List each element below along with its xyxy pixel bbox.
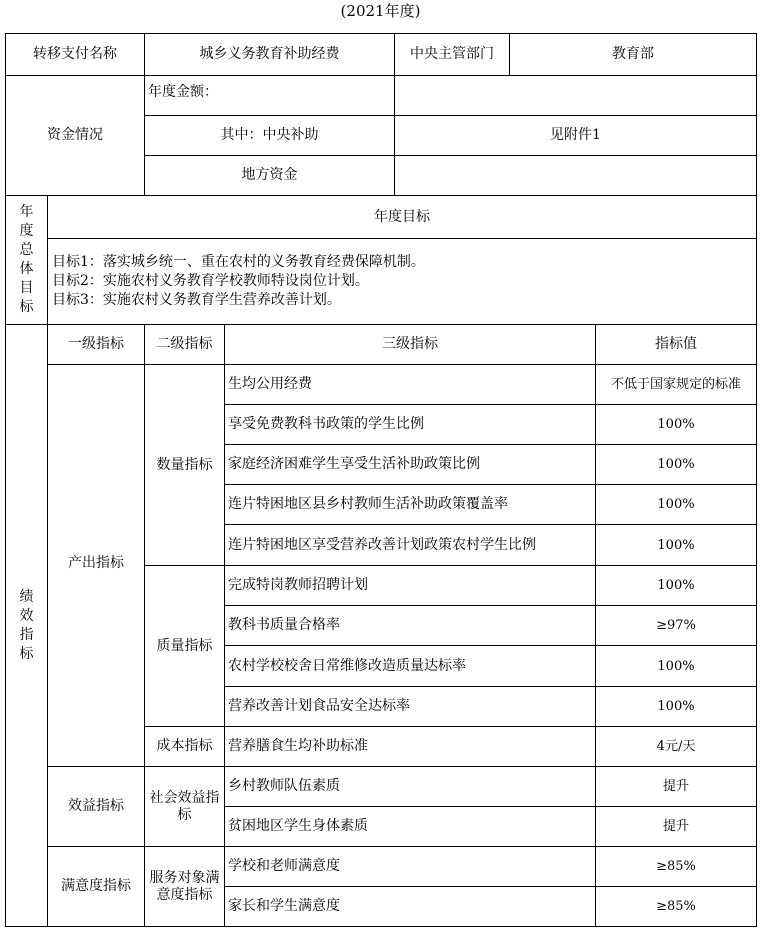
- objectives-side-char: 年: [19, 204, 34, 220]
- objectives-side-char: 目: [19, 280, 34, 296]
- output-indicator-label: 产出指标: [48, 365, 145, 767]
- level2-header: 二级指标: [145, 325, 225, 365]
- program-name-value: 城乡义务教育补助经费: [145, 34, 395, 76]
- department-value: 教育部: [510, 34, 757, 76]
- performance-target-table: [5, 33, 757, 927]
- indicator-value: 100%: [596, 485, 757, 525]
- objectives-side-char: 度: [19, 223, 34, 239]
- performance-side-char: 绩: [19, 588, 34, 605]
- indicator-value: 提升: [596, 767, 757, 807]
- annual-amount-label: 年度金额：: [145, 76, 395, 116]
- objectives-side-char: 标: [19, 299, 34, 315]
- social-benefit-label: 社会效益指标: [145, 767, 225, 847]
- central-subsidy-value: 见附件1: [395, 116, 757, 156]
- funds-section-label: 资金情况: [6, 76, 145, 196]
- indicator-name: 完成特岗教师招聘计划: [225, 566, 596, 606]
- satisfaction-indicator-label: 满意度指标: [48, 847, 145, 927]
- indicator-value: 100%: [596, 566, 757, 606]
- objectives-header: 年度目标: [48, 196, 757, 239]
- performance-side-char: 标: [19, 645, 34, 662]
- objectives-list: [48, 239, 757, 325]
- indicator-name: 连片特困地区县乡村教师生活补助政策覆盖率: [225, 485, 596, 525]
- local-funds-value: [395, 156, 757, 196]
- indicator-value: ≥85%: [596, 847, 757, 887]
- annual-amount-value: [395, 76, 757, 116]
- objective-item: 目标2：实施农村义务教育学校教师特设岗位计划。: [52, 273, 369, 289]
- objective-item: 目标1：落实城乡统一、重在农村的义务教育经费保障机制。: [52, 254, 425, 270]
- indicator-value: 100%: [596, 445, 757, 485]
- department-label: 中央主管部门: [395, 34, 510, 76]
- indicator-value: 提升: [596, 807, 757, 847]
- indicator-value: 100%: [596, 646, 757, 687]
- indicator-name: 生均公用经费: [225, 365, 596, 405]
- indicator-value: 100%: [596, 405, 757, 445]
- objective-item: 目标3：实施农村义务教育学生营养改善计划。: [52, 292, 341, 308]
- indicator-value: 100%: [596, 687, 757, 727]
- indicator-value: 不低于国家规定的标准: [596, 365, 757, 405]
- quality-indicator-label: 质量指标: [145, 566, 225, 727]
- cost-indicator-label: 成本指标: [145, 727, 225, 767]
- program-name-label: 转移支付名称: [6, 34, 145, 76]
- benefit-indicator-label: 效益指标: [48, 767, 145, 847]
- indicator-name: 学校和老师满意度: [225, 847, 596, 887]
- performance-side-char: 指: [19, 626, 34, 643]
- indicator-name: 家庭经济困难学生享受生活补助政策比例: [225, 445, 596, 485]
- indicator-value: 4元/天: [596, 727, 757, 767]
- indicator-value: ≥97%: [596, 606, 757, 646]
- indicator-name: 营养改善计划食品安全达标率: [225, 687, 596, 727]
- indicator-name: 农村学校校舍日常维修改造质量达标率: [225, 646, 596, 687]
- indicator-name: 乡村教师队伍素质: [225, 767, 596, 807]
- central-subsidy-label: 其中：中央补助: [145, 116, 395, 156]
- local-funds-label: 地方资金: [145, 156, 395, 196]
- quantity-indicator-label: 数量指标: [145, 365, 225, 566]
- indicator-name: 享受免费教科书政策的学生比例: [225, 405, 596, 445]
- performance-side-char: 效: [19, 607, 34, 624]
- objectives-side-char: 总: [19, 242, 34, 258]
- indicator-name: 家长和学生满意度: [225, 887, 596, 927]
- indicator-name: 贫困地区学生身体素质: [225, 807, 596, 847]
- service-satisfaction-label: 服务对象满意度指标: [145, 847, 225, 927]
- indicator-value: ≥85%: [596, 887, 757, 927]
- year-label: (2021年度): [340, 2, 421, 20]
- indicator-name: 教科书质量合格率: [225, 606, 596, 646]
- level3-header: 三级指标: [225, 325, 596, 365]
- indicator-name: 连片特困地区享受营养改善计划政策农村学生比例: [225, 525, 596, 566]
- objectives-side-label: [6, 196, 48, 325]
- performance-side-label: [6, 325, 48, 927]
- indicator-value: 100%: [596, 525, 757, 566]
- objectives-side-char: 体: [19, 261, 34, 277]
- level1-header: 一级指标: [48, 325, 145, 365]
- value-header: 指标值: [596, 325, 757, 365]
- indicator-name: 营养膳食生均补助标准: [225, 727, 596, 767]
